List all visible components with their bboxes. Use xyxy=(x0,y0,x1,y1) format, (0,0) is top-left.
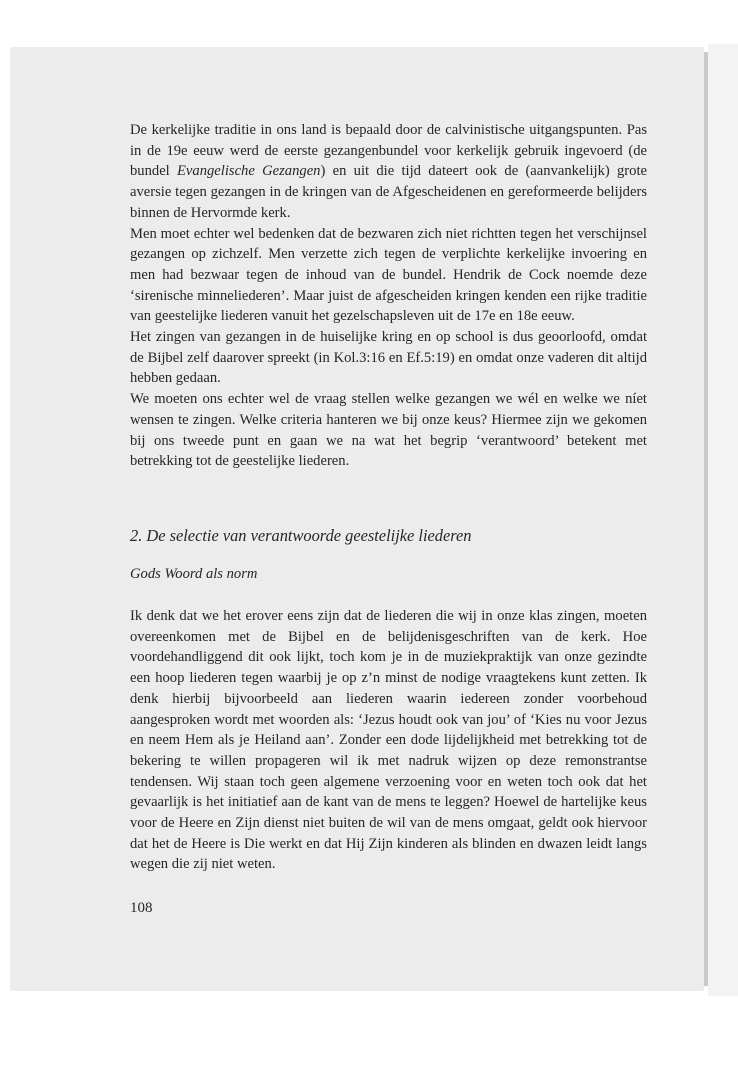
adjacent-page-edge xyxy=(708,44,738,996)
sub-heading: Gods Woord als norm xyxy=(130,566,258,582)
section-heading: 2. De selectie van verantwoorde geestelijke liederen xyxy=(130,526,472,545)
bundle-title: Evangelische Gezangen xyxy=(177,163,321,180)
paragraph-norm: Ik denk dat we het erover eens zijn dat de liederen die wij in onze klas zingen, moeten overeenkomen met de Bijbel en de belijdenisgeschriften van de kerk. Hoe voordehandliggend dit ook lijkt, toch kom je in de muziekpraktijk van onze gezindte een hoop liederen tegen waarbij je op z’n minst de nodige vraagtekens kunt zetten. Ik denk hierbij bijvoorbeeld aan liederen waarin iedereen zonder voorbehoud aangesproken wordt met woorden als: ‘Jezus houdt ook van jou’ of ‘Kies nu voor Jezus en neem Hem als je Heiland aan’. Zonder een dode lijdelijkheid met betrekking tot de bekering te willen propageren wil ik met nadruk wijzen op deze remonstrantse tendensen. Wij staan toch geen algemene verzoening voor en weten toch ook dat het gevaarlijk is het initiatief aan de kant van de mens te leggen? Hoewel de hartelijke keus voor de Heere en Zijn dienst niet buiten de wil van de mens omgaat, geldt ook hiervoor dat het de Heere is Die werkt en dat Hij Zijn kinderen als blinden en dwazen leidt langs wegen die zij niet weten. xyxy=(130,608,647,873)
page-number: 108 xyxy=(130,900,153,916)
paragraph-criteria: We moeten ons echter wel de vraag stellen welke gezangen we wél en welke we níet wensen te zingen. Welke criteria hanteren we bij onze keus? Hiermee zijn we gekomen bij ons tweede punt en gaan we na wat het begrip ‘verantwoord’ betekent met betrekking tot de geestelijke liederen. xyxy=(130,391,647,470)
section-body xyxy=(130,606,647,875)
page-gutter xyxy=(704,52,708,986)
paragraph-objections: Men moet echter wel bedenken dat de bezwaren zich niet richtten tegen het verschijnsel gezangen op zichzelf. Men verzette zich tegen de verplichte kerkelijke invoering en men had bezwaar tegen de inhoud van de bundel. Hendrik de Cock noemde deze ‘sirenische minneliederen’. Maar juist de afgescheiden kringen kenden een rijke traditie van geestelijke liederen vanuit het gezelschapsleven uit de 17e en 18e eeuw. xyxy=(130,225,647,325)
intro-text xyxy=(130,120,647,472)
paragraph-tradition: De kerkelijke traditie in ons land is bepaald door de calvinistische uitgangspunten. Pas in de 19e eeuw werd de eerste gezangenbundel voor kerkelijk gebruik ingevoerd (de bundel Evangelische Gezangen) en uit die tijd dateert ook de (aanvankelijk) grote aversie tegen gezangen in de kringen van de Afgescheidenen en gereformeerde belijders binnen de Hervormde kerk. xyxy=(130,122,648,221)
paragraph-permitted: Het zingen van gezangen in de huiselijke kring en op school is dus geoorloofd, omdat de Bijbel zelf daarover spreekt (in Kol.3:16 en Ef.5:19) en omdat onze vaderen dit altijd hebben gedaan. xyxy=(130,329,647,387)
